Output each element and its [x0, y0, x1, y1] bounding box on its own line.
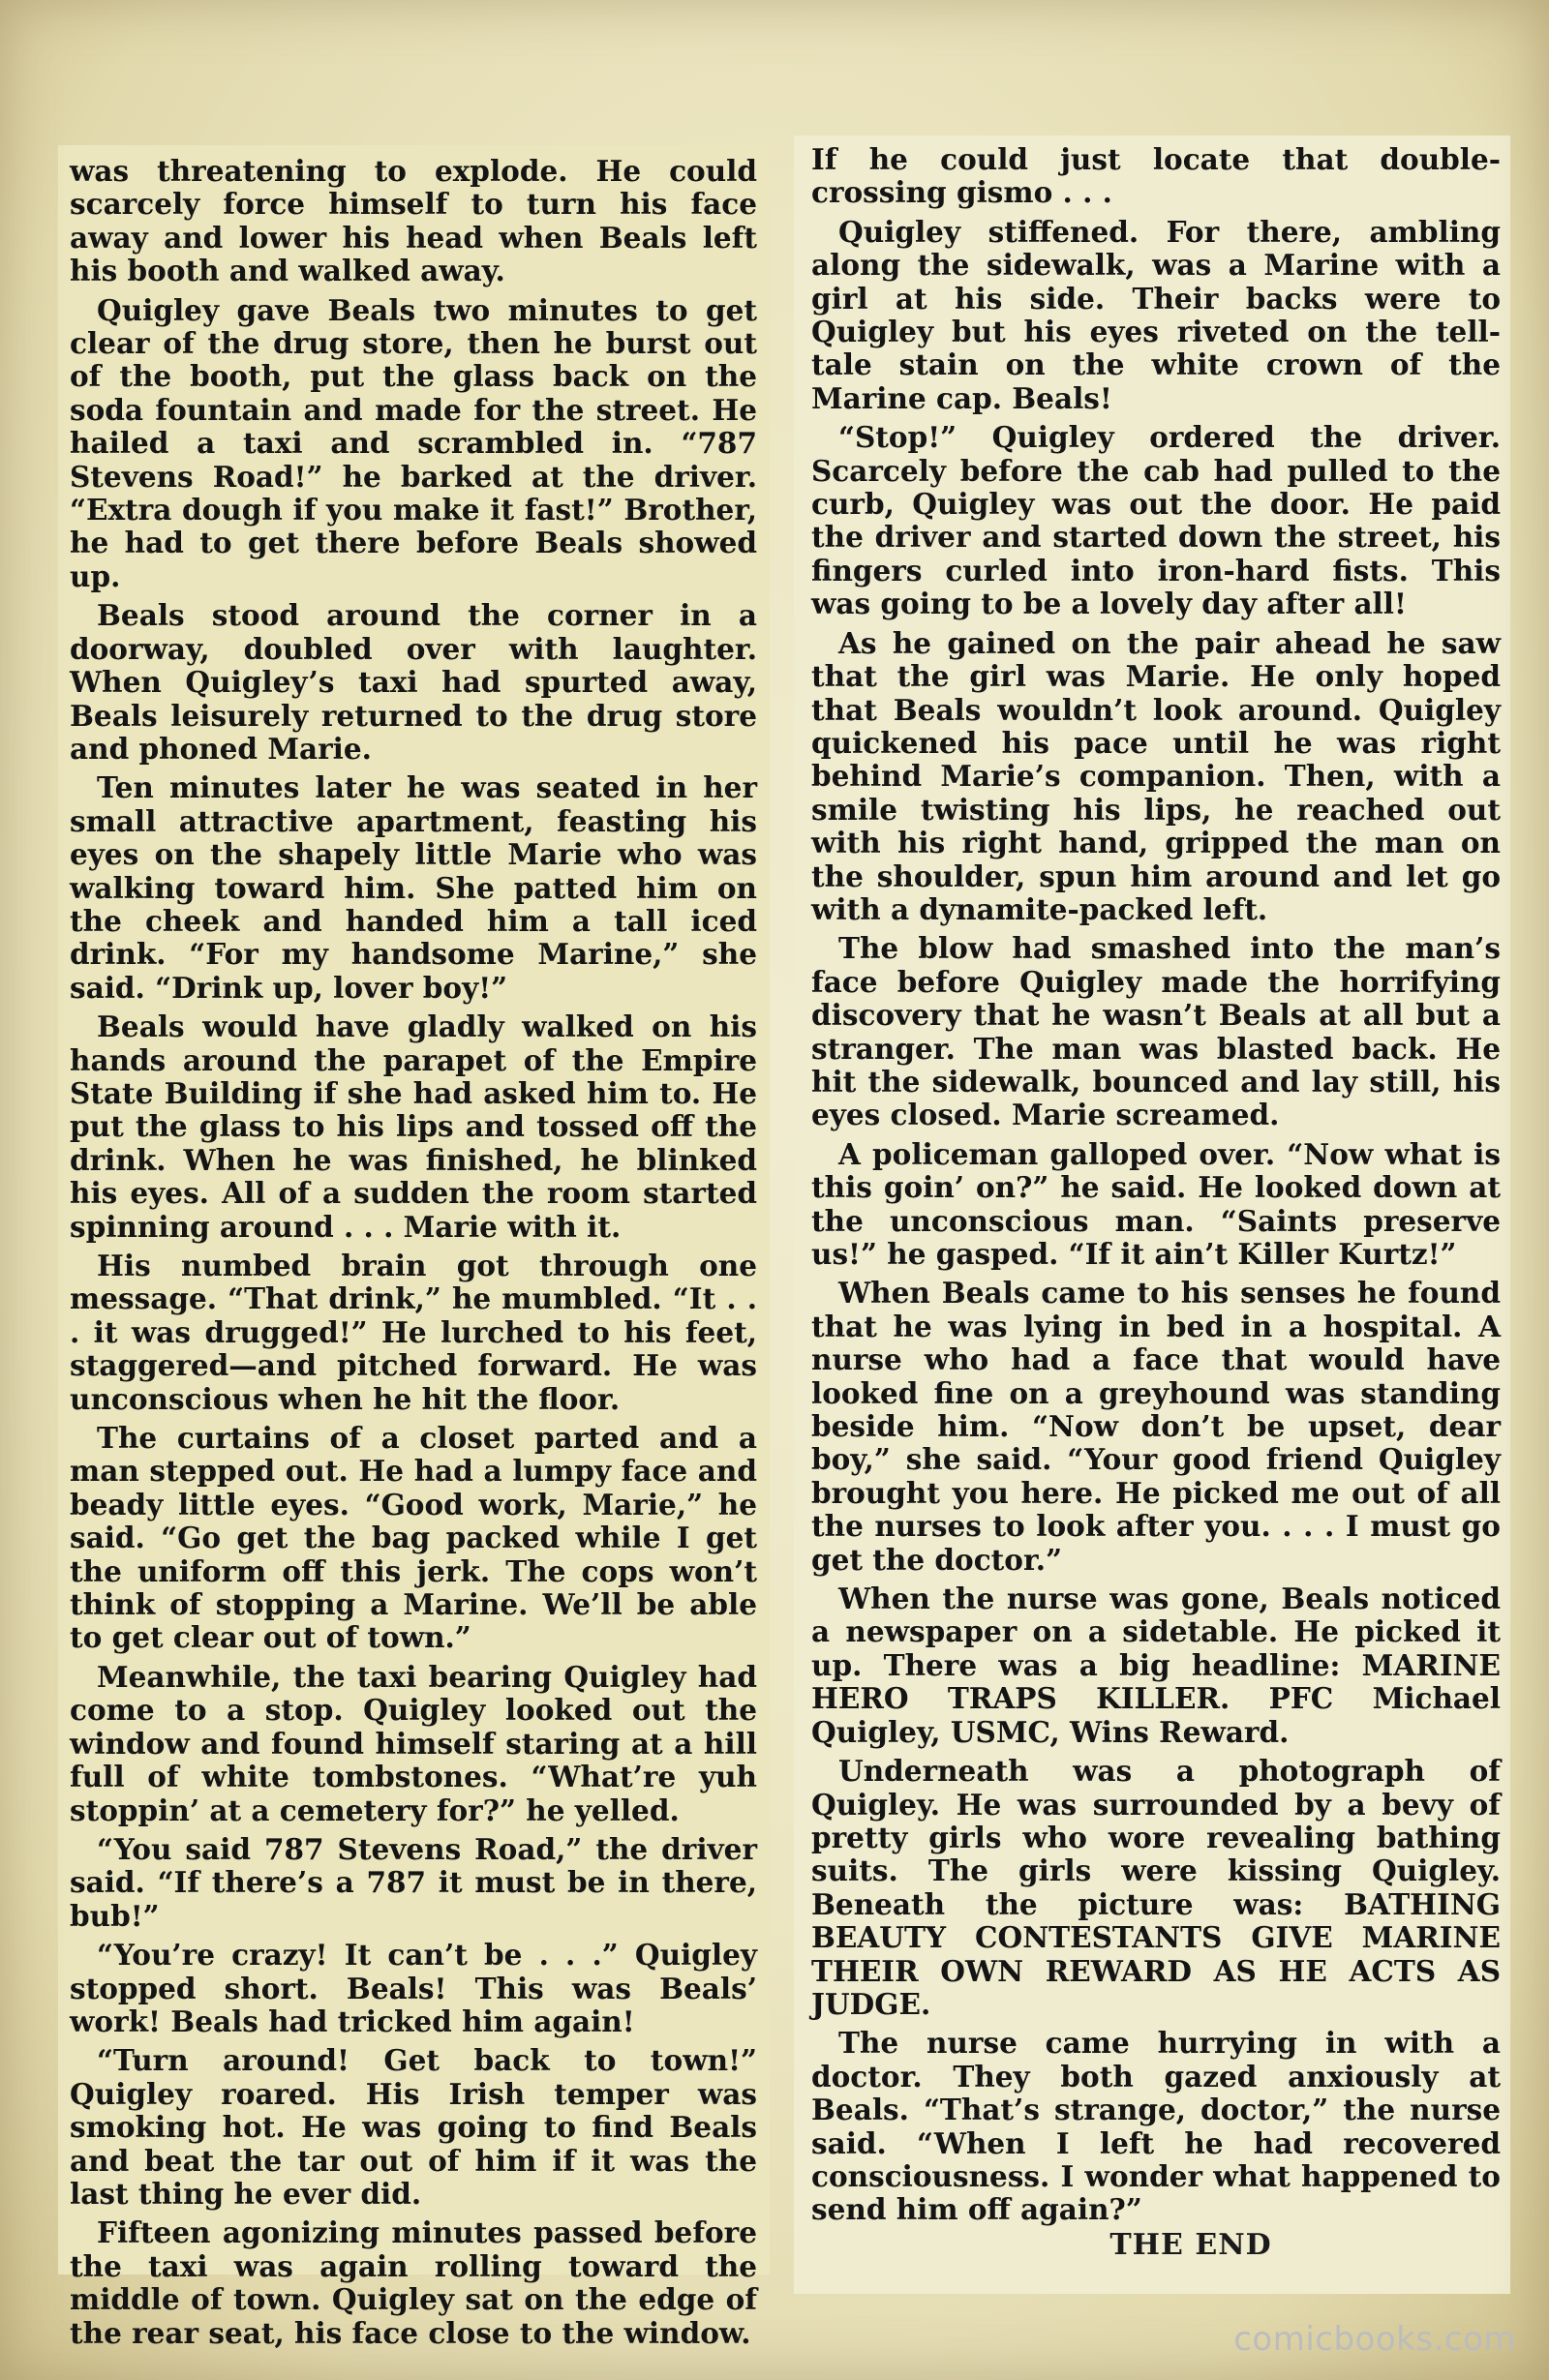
- paragraph: When Beals came to his senses he found that he was lying in bed in a hospital. A nurse who had a face that would have looked fine on a greyhound was standing beside him. “Now don’t be upset, dear boy,” she said. “Your good friend Quigley brought you here. He picked me out of all the nurses to look after you. . . . I must go get the doctor.”: [811, 1276, 1501, 1577]
- site-watermark: comicbooks.com: [1233, 2320, 1516, 2359]
- paragraph: “Stop!” Quigley ordered the driver. Scarcely before the cab had pulled to the curb, Quigley was out the door. He paid the driver and started down the street, his fingers curled into iron-hard fists. This was going to be a lovely day after all!: [811, 420, 1501, 621]
- paragraph: Beals would have gladly walked on his hands around the parapet of the Empire State Building if she had asked him to. He put the glass to his lips and tossed off the drink. When he was finished, he blinked his eyes. All of a sudden the room started spinning around . . . Marie with it.: [70, 1009, 757, 1244]
- right-text-column: [811, 143, 1501, 2233]
- paragraph: The nurse came hurrying in with a doctor. They both gazed anxiously at Beals. “That’s strange, doctor,” the nurse said. “When I left he had recovered consciousness. I wonder what happened to send him off again?”: [811, 2026, 1501, 2227]
- paragraph: was threatening to explode. He could scarcely force himself to turn his face away and lower his head when Beals left his booth and walked away.: [70, 154, 757, 288]
- paragraph: His numbed brain got through one message. “That drink,” he mumbled. “It . . . it was drugged!” He lurched to his feet, staggered—and pitched forward. He was unconscious when he hit the floor.: [70, 1249, 757, 1416]
- paragraph: “You said 787 Stevens Road,” the driver said. “If there’s a 787 it must be in there, bub!”: [70, 1831, 757, 1933]
- paragraph: The curtains of a closet parted and a man stepped out. He had a lumpy face and beady little eyes. “Good work, Marie,” he said. “Go get the bag packed while I get the uniform off this jerk. The cops won’t think of stopping a Marine. We’ll be able to get clear out of town.”: [70, 1421, 757, 1655]
- paragraph: Fifteen agonizing minutes passed before the taxi was again rolling toward the middle of town. Quigley sat on the edge of the rear seat, his face close to the window.: [70, 2215, 757, 2350]
- paragraph: Ten minutes later he was seated in her small attractive apartment, feasting his eyes on the shapely little Marie who was walking toward him. She patted him on the cheek and handed him a tall iced drink. “For my handsome Marine,” she said. “Drink up, lover boy!”: [70, 770, 757, 1005]
- paragraph: As he gained on the pair ahead he saw that the girl was Marie. He only hoped that Beals wouldn’t look around. Quigley quickened his pace until he was right behind Marie’s companion. Then, with a smile twisting his lips, he reached out with his right hand, gripped the man on the shoulder, spun him around and let go with a dynamite-packed left.: [811, 625, 1501, 926]
- paragraph: Meanwhile, the taxi bearing Quigley had come to a stop. Quigley looked out the window and found himself staring at a hill full of white tombstones. “What’re yuh stoppin’ at a cemetery for?” he yelled.: [70, 1659, 757, 1827]
- paragraph: A policeman galloped over. “Now what is this goin’ on?” he said. He looked down at the unconscious man. “Saints preserve us!” he gasped. “If it ain’t Killer Kurtz!”: [811, 1136, 1501, 1271]
- paragraph: If he could just locate that double-crossing gismo . . .: [811, 142, 1501, 210]
- paragraph: Quigley gave Beals two minutes to get clear of the drug store, then he burst out of the booth, put the glass back on the soda fountain and made for the street. He hailed a taxi and scrambled in. “787 Stevens Road!” he barked at the driver. “Extra dough if you make it fast!” Brother, he had to get there before Beals showed up.: [70, 292, 757, 593]
- left-text-column: [70, 155, 757, 2356]
- paragraph: “You’re crazy! It can’t be . . .” Quigley stopped short. Beals! This was Beals’ work! Beals had tricked him again!: [70, 1938, 757, 2038]
- paragraph: Underneath was a photograph of Quigley. He was surrounded by a bevy of pretty girls who wore revealing bathing suits. The girls were kissing Quigley. Beneath the picture was: BATHING BEAUTY CONTESTANTS GIVE MARINE THEIR OWN REWARD AS HE ACTS AS JUDGE.: [811, 1754, 1501, 2021]
- paragraph: Beals stood around the corner in a doorway, doubled over with laughter. When Quigley’s taxi had spurted away, Beals leisurely returned to the drug store and phoned Marie.: [70, 598, 757, 766]
- paragraph: The blow had smashed into the man’s face before Quigley made the horrifying discovery that he wasn’t Beals at all but a stranger. The man was blasted back. He hit the sidewalk, bounced and lay still, his eyes closed. Marie screamed.: [811, 931, 1501, 1132]
- the-end-label: THE END: [1109, 2228, 1272, 2262]
- paragraph: Quigley stiffened. For there, ambling along the sidewalk, was a Marine with a girl at his side. Their backs were to Quigley but his eyes riveted on the tell-tale stain on the white crown of the Marine cap. Beals!: [811, 214, 1501, 415]
- paragraph: “Turn around! Get back to town!” Quigley roared. His Irish temper was smoking hot. He was going to find Beals and beat the tar out of him if it was the last thing he ever did.: [70, 2043, 757, 2211]
- paragraph: When the nurse was gone, Beals noticed a newspaper on a sidetable. He picked it up. There was a big headline: MARINE HERO TRAPS KILLER. PFC Michael Quigley, USMC, Wins Reward.: [811, 1582, 1501, 1749]
